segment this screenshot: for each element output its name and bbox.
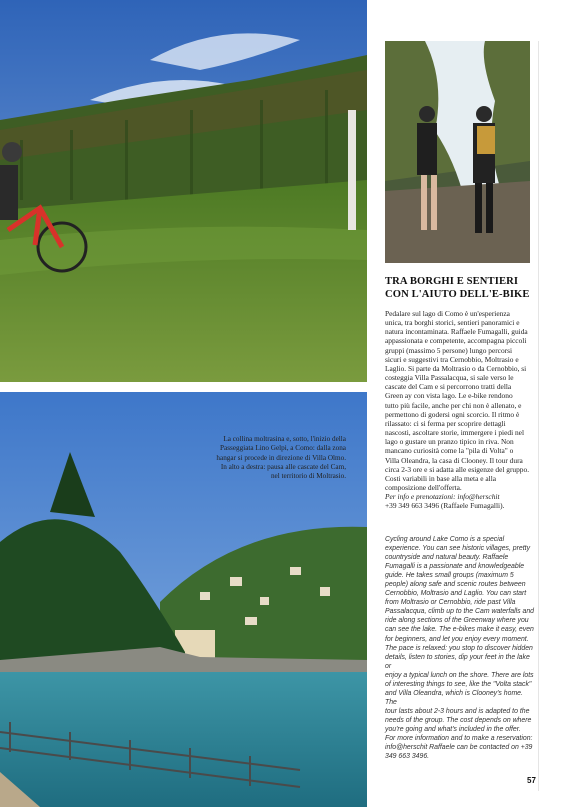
body-line: For more information and to make a reservation: [385,735,533,743]
italian-body [385,309,535,510]
body-line: composizione dell'offerta. [385,482,462,492]
caption-line: hangar si procede in direzione di Villa Olmo. [216,453,346,462]
body-line: cascate del Cam e si percorrono tratti della [385,382,512,392]
caption-line: In alto a destra: pausa alle cascate del Cam, [220,462,346,471]
body-line: permettono di godersi ogni scorcio. Il ritmo è [385,409,520,419]
body-line: guide. He takes small groups (maximum 5 [385,572,514,580]
body-line: unica, tra borghi storici, sentieri panoramici e [385,318,520,328]
caption-line: Passeggiata Lino Gelpi, a Como: dalla zona [220,444,346,453]
title-line: TRA BORGHI E SENTIERI [385,276,519,287]
body-line: info@herschit Raffaele can be contacted on +39 [385,744,533,752]
body-line: countryside and natural beauty. Raffaele [385,554,509,562]
english-body [385,535,535,761]
body-line: people) along safe and scenic routes between [385,581,526,589]
body-line: nascosti, ascoltare storie, immergere i piedi nel [385,428,525,438]
body-line: costeggia Villa Passalacqua, si sale verso le [385,373,514,383]
body-line: Pedalare sul lago di Como è un'esperienza [385,309,510,318]
body-line: and Villa Oleandra, which is Clooney's home. The [385,689,523,706]
body-line: The pace is relaxed: you stop to discover hidden [385,644,533,652]
caption-line: La collina moltrasina e, sotto, l'inizio della [223,435,346,443]
body-line: for beginners, and let you enjoy every moment. [385,635,529,643]
body-line: natura incontaminata. Raffaele Fumagalli, guida [385,327,528,337]
article-title [385,275,535,301]
body-line: Green ay con vista lago. Le e-bike rendono [385,391,513,401]
body-line: lago o gustare un pranzo tipico in riva. Non [385,437,514,447]
body-line: 349 663 3496. [385,753,430,761]
body-line: can see the lake. The e-bikes make it easy, even [385,626,534,634]
body-line: needs of the group. The cost depends on where [385,716,532,724]
body-line: rilassato: ci si ferma per scoprire dettagli [385,418,506,428]
body-line: of interesting things to see, like the "Volta stack" [385,680,532,688]
vineyard-photo [0,0,367,382]
body-line: enjoy a typical lunch on the shore. There are lots [385,671,534,679]
caption-line: nel territorio di Moltrasio. [270,472,346,481]
body-line: tutto più facile, anche per chi non è allenato, e [385,400,522,410]
body-line: gruppi (massimo 5 persone) lungo percorsi [385,345,513,355]
body-line: appassionata e competente, accompagna piccoli [385,336,527,346]
body-line: Passalacqua, climb up to the Cam waterfalls and [385,608,534,616]
body-line: Cernobbio, Moltrasio and Laglio. You can start [385,590,527,598]
body-line: you're going and what's included in the offer. [385,725,521,733]
photo-caption [190,435,346,481]
body-line: ride along sections of the Greenway where you [385,617,529,625]
contact-line: +39 349 663 3496 (Raffaele Fumagalli). [385,501,505,511]
info-line: Per info e prenotazioni: info@herschit [385,492,500,502]
body-line: from Moltrasio or Cernobbio, ride past Villa [385,599,516,607]
body-line: Costi variabili in base alla meta e alla [385,473,497,483]
title-line: CON L'AIUTO DELL'E-BIKE [385,289,530,300]
page-number: 57 [527,776,536,785]
body-line: Laglio. Si parte da Moltrasio o da Cernobbio, si [385,363,527,373]
body-line: Cycling around Lake Como is a special [385,536,505,543]
body-line: details, listen to stories, dip your feet in the lake or [385,653,530,670]
body-line: experience. You can see historic villages, pretty [385,545,531,553]
body-line: sicuri e suggestivi tra Cernobbio, Moltrasio e [385,354,519,364]
body-line: circa 2-3 ore e si adatta alle esigenze del gruppo. [385,464,530,474]
column-rule [538,41,539,791]
body-line: Villa Oleandra, la casa di Clooney. Il tour dura [385,455,523,465]
body-line: tour lasts about 2-3 hours and is adapted to the [385,707,530,715]
body-line: Fumagalli is a passionate and knowledgeable [385,563,525,571]
body-line: mancano curiosità come la "pila di Volta" o [385,446,514,456]
waterfall-photo [385,41,530,263]
